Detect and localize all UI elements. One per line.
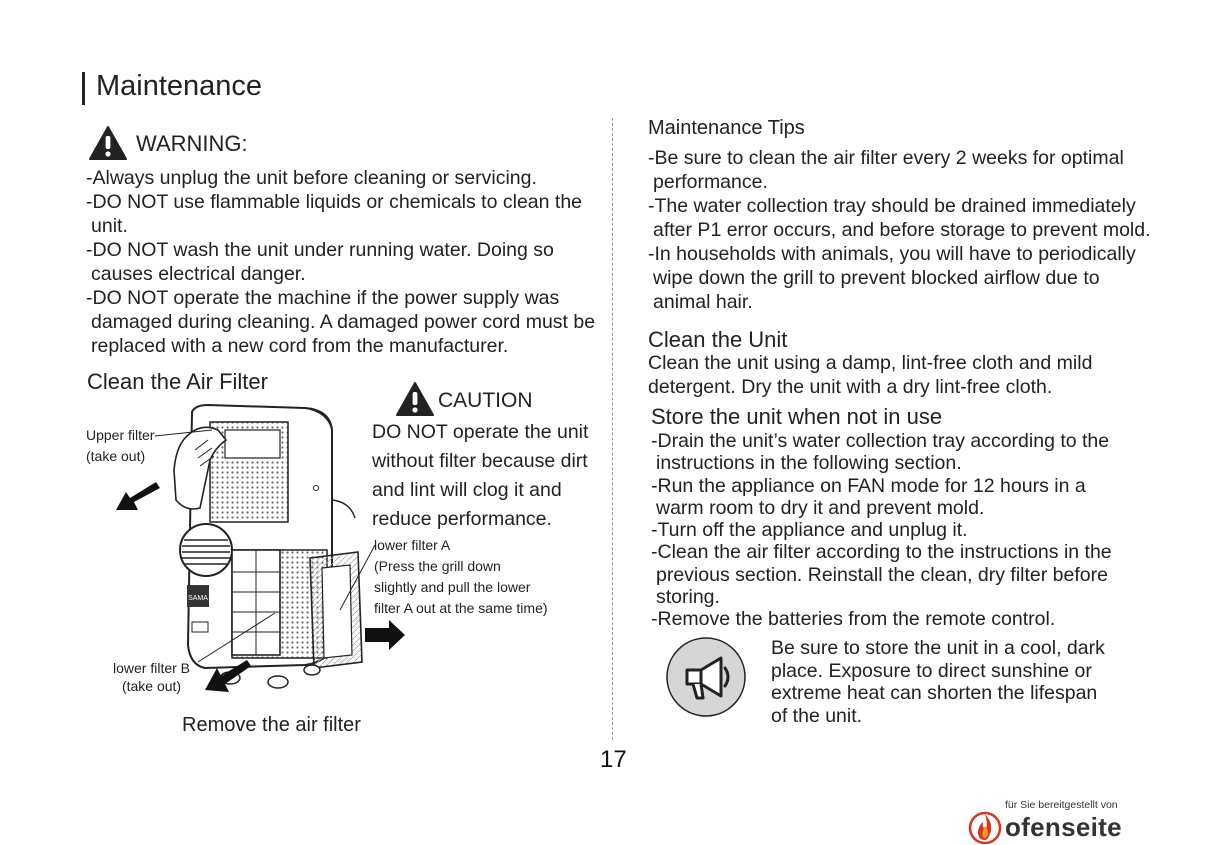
store-line: previous section. Reinstall the clean, dry filter before — [656, 563, 1108, 586]
air-filter-heading: Clean the Air Filter — [87, 369, 268, 394]
tips-line: after P1 error occurs, and before storage to prevent mold. — [653, 219, 1151, 241]
flame-logo-icon — [968, 810, 1002, 844]
arrow-right-icon — [363, 618, 407, 652]
tips-line: performance. — [653, 171, 768, 193]
warning-line: damaged during cleaning. A damaged power cord must be — [91, 311, 596, 333]
store-unit-heading: Store the unit when not in use — [651, 404, 943, 429]
warning-line: -DO NOT use flammable liquids or chemicals to clean the — [86, 191, 583, 213]
lower-filter-a-line: (Press the grill down — [374, 558, 501, 574]
caution-line: reduce performance. — [372, 508, 552, 530]
tips-heading: Maintenance Tips — [648, 117, 805, 139]
store-unit-list — [651, 430, 1112, 631]
arrow-upper-left-icon — [114, 480, 162, 516]
warning-line: replaced with a new cord from the manufacturer. — [91, 335, 509, 357]
lower-filter-b-line: (take out) — [121, 678, 182, 694]
tips-line: -Be sure to clean the air filter every 2 weeks for optimal — [648, 147, 1124, 169]
warning-label: WARNING: — [136, 131, 248, 156]
footer-credit: für Sie bereitgestellt von — [1005, 799, 1118, 811]
lower-filter-a-label — [374, 535, 548, 619]
title-accent-bar — [82, 72, 85, 105]
tips-line: -The water collection tray should be drained immediately — [648, 195, 1136, 217]
storage-note-line: place. Exposure to direct sunshine or — [771, 659, 1092, 682]
store-line: storing. — [656, 586, 720, 609]
clean-unit-line: Clean the unit using a damp, lint-free cloth and mild — [648, 352, 1093, 374]
upper-filter-line: Upper filter — [86, 427, 155, 443]
lower-filter-a-line: lower filter A — [374, 537, 451, 553]
caution-line: without filter because dirt — [372, 450, 588, 472]
lower-filter-a-line: slightly and pull the lower — [374, 579, 531, 595]
warning-line: -Always unplug the unit before cleaning or servicing. — [86, 167, 537, 189]
arrow-lower-left-icon — [203, 660, 253, 696]
store-line: instructions in the following section. — [656, 452, 962, 475]
storage-note — [771, 637, 1105, 727]
storage-note-line: extreme heat can shorten the lifespan — [771, 682, 1098, 704]
store-line: -Remove the batteries from the remote control. — [651, 608, 1056, 631]
page-title: Maintenance — [96, 70, 263, 102]
lower-filter-a-line: filter A out at the same time) — [374, 600, 548, 616]
storage-note-line: of the unit. — [771, 704, 863, 727]
tips-line: -In households with animals, you will have to periodically — [648, 243, 1136, 265]
store-line: -Clean the air filter according to the instructions in the — [651, 541, 1112, 564]
unit-badge: SAMA — [188, 595, 208, 602]
clean-unit-heading: Clean the Unit — [648, 327, 788, 352]
caution-line: and lint will clog it and — [372, 479, 562, 501]
clean-unit-line: detergent. Dry the unit with a dry lint-free cloth. — [648, 376, 1053, 398]
warning-line: -DO NOT wash the unit under running water. Doing so — [86, 239, 554, 261]
tips-line: wipe down the grill to prevent blocked airflow due to — [653, 267, 1100, 289]
caution-label: CAUTION — [438, 389, 533, 412]
megaphone-icon — [665, 636, 747, 718]
column-divider — [612, 118, 613, 740]
warning-line: -DO NOT operate the machine if the power supply was — [86, 287, 560, 309]
page-number: 17 — [600, 746, 627, 773]
figure-caption: Remove the air filter — [182, 714, 361, 736]
lower-filter-b-line: lower filter B — [113, 660, 191, 676]
clean-unit-text — [648, 351, 1092, 399]
tips-list — [648, 146, 1151, 314]
warning-line: unit. — [91, 215, 128, 237]
warning-icon — [88, 125, 128, 161]
store-line: warm room to dry it and prevent mold. — [656, 496, 985, 519]
store-line: -Turn off the appliance and unplug it. — [651, 519, 968, 542]
store-line: -Drain the unit’s water collection tray according to the — [651, 430, 1110, 452]
tips-line: animal hair. — [653, 291, 753, 313]
lower-filter-b-label — [113, 659, 190, 695]
upper-filter-label — [86, 425, 154, 467]
footer-brand: ofenseite — [1005, 812, 1122, 842]
warning-line: causes electrical danger. — [91, 263, 306, 285]
store-line: -Run the appliance on FAN mode for 12 hours in a — [651, 474, 1086, 497]
warning-list — [86, 166, 595, 358]
storage-note-line: Be sure to store the unit in a cool, dark — [771, 637, 1105, 659]
caution-line: DO NOT operate the unit — [372, 421, 589, 443]
upper-filter-line: (take out) — [86, 448, 146, 464]
